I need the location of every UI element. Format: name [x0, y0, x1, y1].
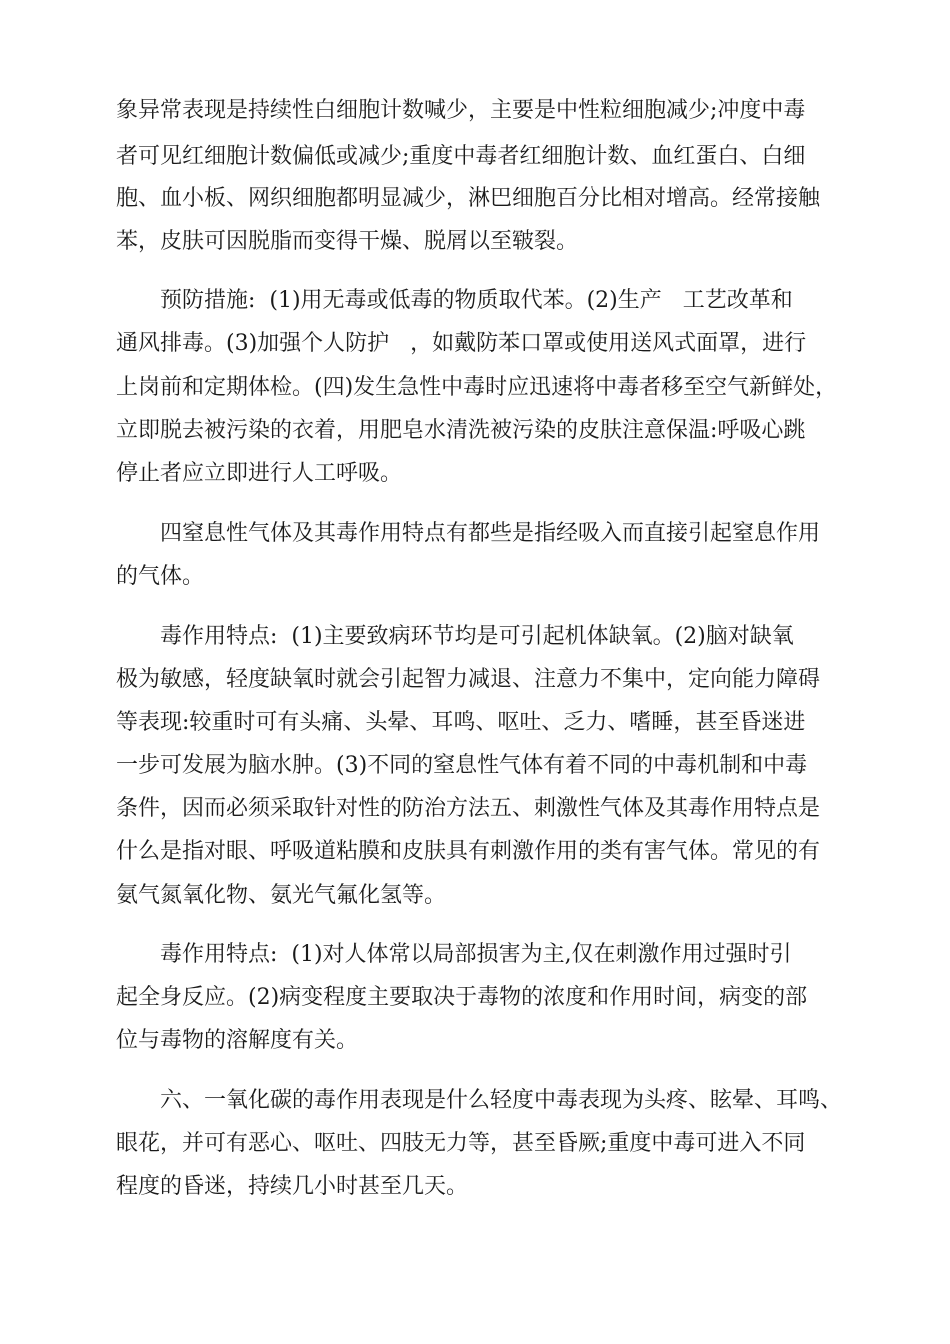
text-line: 眼花，并可有恶心、呕吐、四肢无力等，甚至昏厥;重度中毒可进入不同 [116, 1131, 806, 1156]
text-line: 等表现:较重时可有头痛、头晕、耳鸣、呕吐、乏力、嗜睡，甚至昏迷进 [116, 710, 806, 735]
text-line: 胞、血小板、网织细胞都明显减少，淋巴细胞百分比相对增高。经常接触 [116, 186, 821, 211]
text-line: 条件，因而必须采取针对性的防治方法五、刺激性气体及其毒作用特点是 [116, 796, 821, 821]
text-line: 六、一氧化碳的毒作用表现是什么轻度中毒表现为头疼、眩晕、耳鸣、 [160, 1088, 843, 1113]
text-line: 的气体。 [116, 564, 205, 589]
text-line: 苯，皮肤可因脱脂而变得干燥、脱屑以至皲裂。 [116, 229, 579, 254]
text-line: 象异常表现是持续性白细胞计数喊少，主要是中性粒细胞减少;冲度中毒 [116, 98, 806, 123]
text-line: 毒作用特点: (1)对人体常以局部损害为主,仅在刺激作用过强时引 [160, 942, 792, 967]
text-line: 四窒息性气体及其毒作用特点有都些是指经吸入而直接引起窒息作用 [160, 521, 821, 546]
text-line: 一步可发展为脑水肿。(3)不同的窒息性气体有着不同的中毒机制和中毒 [116, 753, 808, 778]
text-line: 毒作用特点: (1)主要致病环节均是可引起机体缺氧。(2)脑对缺氧 [160, 624, 794, 649]
text-line: 起全身反应。(2)病变程度主要取决于毒物的浓度和作用时间，病变的部 [116, 985, 808, 1010]
text-line: 通风排毒。(3)加强个人防护 ，如戴防苯口罩或使用送风式面罩，进行 [116, 331, 807, 356]
text-line: 位与毒物的溶解度有关。 [116, 1028, 359, 1053]
text-line: 极为敏感，轻度缺氧时就会引起智力减退、注意力不集中，定向能力障碍 [116, 667, 821, 692]
text-line: 者可见红细胞计数偏低或减少;重度中毒者红细胞计数、血红蛋白、白细 [116, 144, 806, 169]
text-line: 氨气氮氧化物、氨光气氟化氢等。 [116, 883, 447, 908]
text-line: 程度的昏迷，持续几小时甚至几天。 [116, 1174, 469, 1199]
text-line: 停止者应立即进行人工呼吸。 [116, 461, 403, 486]
text-line: 上岗前和定期体检。(四)发生急性中毒时应迅速将中毒者移至空气新鲜处， [116, 375, 838, 400]
text-line: 什么是指对眼、呼吸道粘膜和皮肤具有刺激作用的类有害气体。常见的有 [116, 839, 821, 864]
text-line: 立即脱去被污染的衣着，用肥皂水清洗被污染的皮肤注意保温:呼吸心跳 [116, 418, 806, 443]
text-line: 预防措施: (1)用无毒或低毒的物质取代苯。(2)生产 工艺改革和 [160, 288, 793, 313]
